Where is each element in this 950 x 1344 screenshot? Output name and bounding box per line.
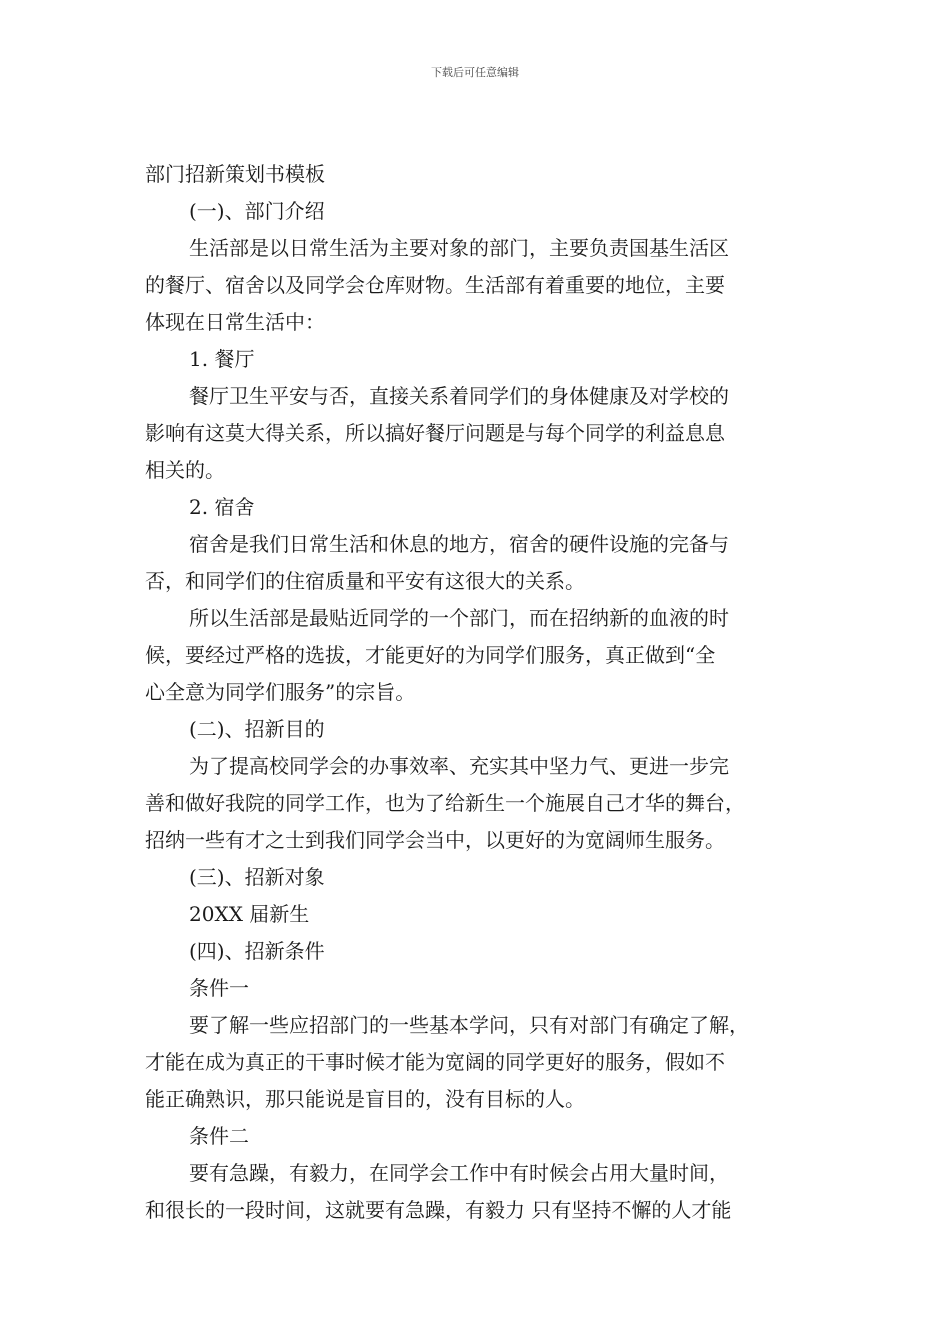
subheading-condition-1: 条件一 [189, 976, 249, 1000]
paragraph-line: 心全意为同学们服务”的宗旨。 [145, 680, 416, 704]
paragraph-line: 否，和同学们的住宿质量和平安有这很大的关系。 [145, 569, 585, 593]
paragraph-line: 要有急躁，有毅力，在同学会工作中有时候会占用大量时间， [189, 1161, 729, 1185]
paragraph-line: 相关的。 [145, 458, 225, 482]
section-heading-2: (二)、招新目的 [189, 717, 325, 741]
subheading-canteen: 1. 餐厅 [189, 347, 255, 371]
paragraph-line: 20XX 届新生 [189, 902, 310, 926]
paragraph-line: 为了提高校同学会的办事效率、充实其中坚力气、更进一步完 [189, 754, 729, 778]
subheading-condition-2: 条件二 [189, 1124, 249, 1148]
paragraph-line: 餐厅卫生平安与否，直接关系着同学们的身体健康及对学校的 [189, 384, 729, 408]
document-body [145, 156, 815, 1229]
section-heading-3: (三)、招新对象 [189, 865, 325, 889]
page-header-note: 下载后可任意编辑 [431, 66, 519, 79]
paragraph-line: 能正确熟识，那只能说是盲目的，没有目标的人。 [145, 1087, 585, 1111]
paragraph-line: 的餐厅、宿舍以及同学会仓库财物。生活部有着重要的地位，主要 [145, 273, 725, 297]
paragraph-line: 生活部是以日常生活为主要对象的部门，主要负责国基生活区 [189, 236, 729, 260]
section-heading-4: (四)、招新条件 [189, 939, 325, 963]
paragraph-line: 所以生活部是最贴近同学的一个部门，而在招纳新的血液的时 [189, 606, 729, 630]
document-title: 部门招新策划书模板 [145, 162, 325, 186]
paragraph-line: 体现在日常生活中： [145, 310, 325, 334]
paragraph-line: 才能在成为真正的干事时候才能为宽阔的同学更好的服务，假如不 [145, 1050, 725, 1074]
paragraph-line: 候，要经过严格的选拔，才能更好的为同学们服务，真正做到“全 [145, 643, 716, 667]
section-heading-1: (一)、部门介绍 [189, 199, 325, 223]
paragraph-line: 影响有这莫大得关系，所以搞好餐厅问题是与每个同学的利益息息 [145, 421, 725, 445]
paragraph-line: 要了解一些应招部门的一些基本学问，只有对部门有确定了解， [189, 1013, 749, 1037]
subheading-dormitory: 2. 宿舍 [189, 495, 255, 519]
paragraph-line: 招纳一些有才之士到我们同学会当中，以更好的为宽阔师生服务。 [145, 828, 725, 852]
paragraph-line: 宿舍是我们日常生活和休息的地方，宿舍的硬件设施的完备与 [189, 532, 729, 556]
paragraph-line: 善和做好我院的同学工作，也为了给新生一个施展自己才华的舞台， [145, 791, 745, 815]
paragraph-line: 和很长的一段时间，这就要有急躁，有毅力 只有坚持不懈的人才能 [145, 1198, 732, 1222]
